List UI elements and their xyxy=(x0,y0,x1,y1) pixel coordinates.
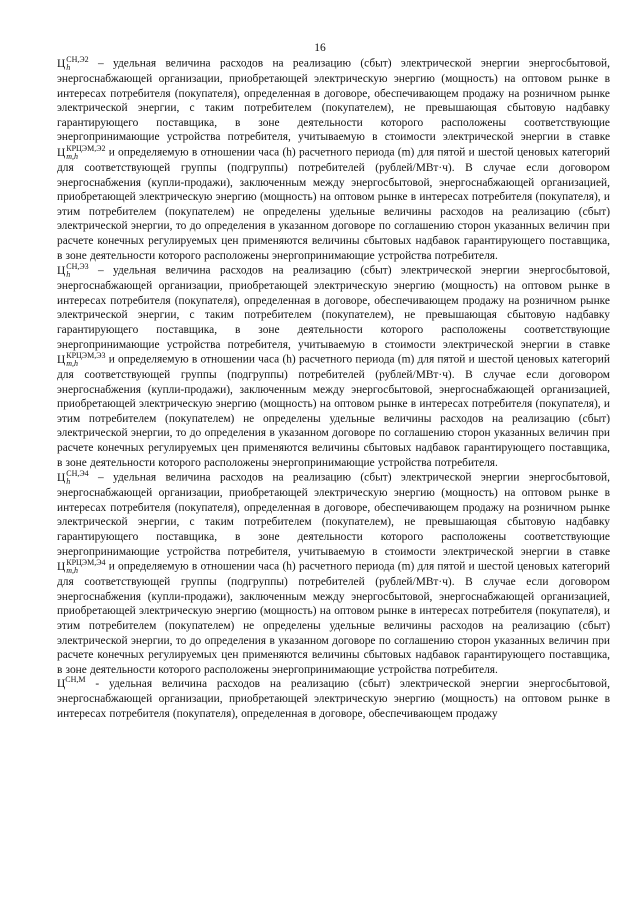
paragraph-text-end: и определяемую в отношении часа (h) расчетного периода (m) для пятой и шестой ценовых категорий для соответствующей группы (подгруппы) потребителей (рублей/МВт·ч). В случае если договором энергоснабжения (купли-продажи), заключенным между энергосбытовой, энергоснабжающей организацией, приобретающей электрическую энергию (мощность) на оптовом рынке в интересах потребителя (покупателя), и этим потребителем (покупателем) не определены удельные величины расходов на реализацию (сбыт) электрической энергии, то до определения в указанном договоре по соглашению сторон указанных величин при расчете конечных регулируемых цен применяются величины сбытовых надбавок гарантирующего поставщика, в зоне деятельности которого расположены энергопринимающие устройства потребителя. xyxy=(57,146,610,262)
paragraph-tariff-e3: Ц СН,Э3 h – удельная величина расходов на реализацию (сбыт) электрической энергии энергосбытовой, энергоснабжающей организации, приобретающей электрическую энергию (мощность) на оптовом рынке в интересах потребителя (покупателя), определенная в договоре, обеспечивающем продажу на розничном рынке электрической энергии, с таким потребителем (покупателем), не превышающая сбытовую надбавку гарантирующего поставщика, в зоне деятельности которого расположены соответствующие энергопринимающие устройства потребителя, учитываемую в стоимости электрической энергии в ставке Ц КРЦЭМ,Э3 m,h и определяемую в отношении часа (h) расчетного периода (m) для пятой и шестой ценовых категорий для соответствующей группы (подгруппы) потребителей (рублей/МВт·ч). В случае если договором энергоснабжения (купли-продажи), заключенным между энергосбытовой, энергоснабжающей организацией, приобретающей электрическую энергию (мощность) на оптовом рынке в интересах потребителя (покупателя), и этим потребителем (покупателем) не определены удельные величины расходов на реализацию (сбыт) электрической энергии, то до определения в указанном договоре по соглашению сторон указанных величин при расчете конечных регулируемых цен применяются величины сбытовых надбавок гарантирующего поставщика, в зоне деятельности которого расположены энергопринимающие устройства потребителя. xyxy=(57,262,610,469)
symbol-sn-m: $Ц^{СН,М}$ xyxy=(57,675,86,691)
paragraph-text-start: удельная величина расходов на реализацию (сбыт) электрической энергии энергосбытовой, энергоснабжающей организации, приобретающей электрическую энергию (мощность) на оптовом рынке в интересах потребителя (покупателя), определенная в договоре, обеспечивающем продажу на розничном рынке электрической энергии, с таким потребителем (покупателем), не превышающая сбытовую надбавку гарантирующего поставщика, в зоне деятельности которого расположены соответствующие энергопринимающие устройства потребителя, учитываемую в стоимости электрической энергии в ставке xyxy=(57,57,610,144)
paragraph-text-start: удельная величина расходов на реализацию (сбыт) электрической энергии энергосбытовой, энергоснабжающей организации, приобретающей электрическую энергию (мощность) на оптовом рынке в интересах потребителя (покупателя), определенная в договоре, обеспечивающем продажу xyxy=(57,678,610,720)
symbol-krcem-e2: Ц КРЦЭМ,Э2 m,h xyxy=(57,143,106,161)
symbol-sn-e3: Ц СН,Э3 h xyxy=(57,262,89,280)
symbol-krcem-e3: Ц КРЦЭМ,Э3 m,h xyxy=(57,351,106,369)
symbol-sn-e4: Ц СН,Э4 h xyxy=(57,469,89,487)
paragraph-text-end: и определяемую в отношении часа (h) расчетного периода (m) для пятой и шестой ценовых категорий для соответствующей группы (подгруппы) потребителей (рублей/МВт·ч). В случае если договором энергоснабжения (купли-продажи), заключенным между энергосбытовой, энергоснабжающей организацией, приобретающей электрическую энергию (мощность) на оптовом рынке в интересах потребителя (покупателя), и этим потребителем (покупателем) не определены удельные величины расходов на реализацию (сбыт) электрической энергии, то до определения в указанном договоре по соглашению сторон указанных величин при расчете конечных регулируемых цен применяются величины сбытовых надбавок гарантирующего поставщика, в зоне деятельности которого расположены энергопринимающие устройства потребителя. xyxy=(57,353,610,469)
symbol-sn-e2: Ц СН,Э2 h xyxy=(57,55,89,72)
paragraph-tariff-m: $Ц^{СН,М}$ - удельная величина расходов на реализацию (сбыт) электрической энергии энергосбытовой, энергоснабжающей организации, приобретающей электрическую энергию (мощность) на оптовом рынке в интересах потребителя (покупателя), определенная в договоре, обеспечивающем продажу xyxy=(57,675,610,720)
paragraph-tariff-e4: Ц СН,Э4 h – удельная величина расходов на реализацию (сбыт) электрической энергии энергосбытовой, энергоснабжающей организации, приобретающей электрическую энергию (мощность) на оптовом рынке в интересах потребителя (покупателя), определенная в договоре, обеспечивающем продажу на розничном рынке электрической энергии, с таким потребителем (покупателем), не превышающая сбытовую надбавку гарантирующего поставщика, в зоне деятельности которого расположены соответствующие энергопринимающие устройства потребителя, учитываемую в стоимости электрической энергии в ставке Ц КРЦЭМ,Э4 m,h и определяемую в отношении часа (h) расчетного периода (m) для пятой и шестой ценовых категорий для соответствующей группы (подгруппы) потребителей (рублей/МВт·ч). В случае если договором энергоснабжения (купли-продажи), заключенным между энергосбытовой, энергоснабжающей организацией, приобретающей электрическую энергию (мощность) на оптовом рынке в интересах потребителя (покупателя), и этим потребителем (покупателем) не определены удельные величины расходов на реализацию (сбыт) электрической энергии, то до определения в указанном договоре по соглашению сторон указанных величин при расчете конечных регулируемых цен применяются величины сбытовых надбавок гарантирующего поставщика, в зоне деятельности которого расположены энергопринимающие устройства потребителя. xyxy=(57,469,610,676)
symbol-krcem-e4: Ц КРЦЭМ,Э4 m,h xyxy=(57,558,106,576)
paragraph-tariff-e2: Ц СН,Э2 h – удельная величина расходов на реализацию (сбыт) электрической энергии энергосбытовой, энергоснабжающей организации, приобретающей электрическую энергию (мощность) на оптовом рынке в интересах потребителя (покупателя), определенная в договоре, обеспечивающем продажу на розничном рынке электрической энергии, с таким потребителем (покупателем), не превышающая сбытовую надбавку гарантирующего поставщика, в зоне деятельности которого расположены соответствующие энергопринимающие устройства потребителя, учитываемую в стоимости электрической энергии в ставке Ц КРЦЭМ,Э2 m,h и определяемую в отношении часа (h) расчетного периода (m) для пятой и шестой ценовых категорий для соответствующей группы (подгруппы) потребителей (рублей/МВт·ч). В случае если договором энергоснабжения (купли-продажи), заключенным между энергосбытовой, энергоснабжающей организацией, приобретающей электрическую энергию (мощность) на оптовом рынке в интересах потребителя (покупателя), и этим потребителем (покупателем) не определены удельные величины расходов на реализацию (сбыт) электрической энергии, то до определения в указанном договоре по соглашению сторон указанных величин при расчете конечных регулируемых цен применяются величины сбытовых надбавок гарантирующего поставщика, в зоне деятельности которого расположены энергопринимающие устройства потребителя. xyxy=(57,55,610,262)
paragraph-text-start: удельная величина расходов на реализацию (сбыт) электрической энергии энергосбытовой, энергоснабжающей организации, приобретающей электрическую энергию (мощность) на оптовом рынке в интересах потребителя (покупателя), определенная в договоре, обеспечивающем продажу на розничном рынке электрической энергии, с таким потребителем (покупателем), не превышающая сбытовую надбавку гарантирующего поставщика, в зоне деятельности которого расположены соответствующие энергопринимающие устройства потребителя, учитываемую в стоимости электрической энергии в ставке xyxy=(57,471,610,558)
page-number: 16 xyxy=(314,42,326,54)
document-body xyxy=(57,56,610,721)
paragraph-text-start: удельная величина расходов на реализацию (сбыт) электрической энергии энергосбытовой, энергоснабжающей организации, приобретающей электрическую энергию (мощность) на оптовом рынке в интересах потребителя (покупателя), определенная в договоре, обеспечивающем продажу на розничном рынке электрической энергии, с таким потребителем (покупателем), не превышающая сбытовую надбавку гарантирующего поставщика, в зоне деятельности которого расположены соответствующие энергопринимающие устройства потребителя, учитываемую в стоимости электрической энергии в ставке xyxy=(57,264,610,351)
paragraph-text-end: и определяемую в отношении часа (h) расчетного периода (m) для пятой и шестой ценовых категорий для соответствующей группы (подгруппы) потребителей (рублей/МВт·ч). В случае если договором энергоснабжения (купли-продажи), заключенным между энергосбытовой, энергоснабжающей организацией, приобретающей электрическую энергию (мощность) на оптовом рынке в интересах потребителя (покупателя), и этим потребителем (покупателем) не определены удельные величины расходов на реализацию (сбыт) электрической энергии, то до определения в указанном договоре по соглашению сторон указанных величин при расчете конечных регулируемых цен применяются величины сбытовых надбавок гарантирующего поставщика, в зоне деятельности которого расположены энергопринимающие устройства потребителя. xyxy=(57,560,610,676)
